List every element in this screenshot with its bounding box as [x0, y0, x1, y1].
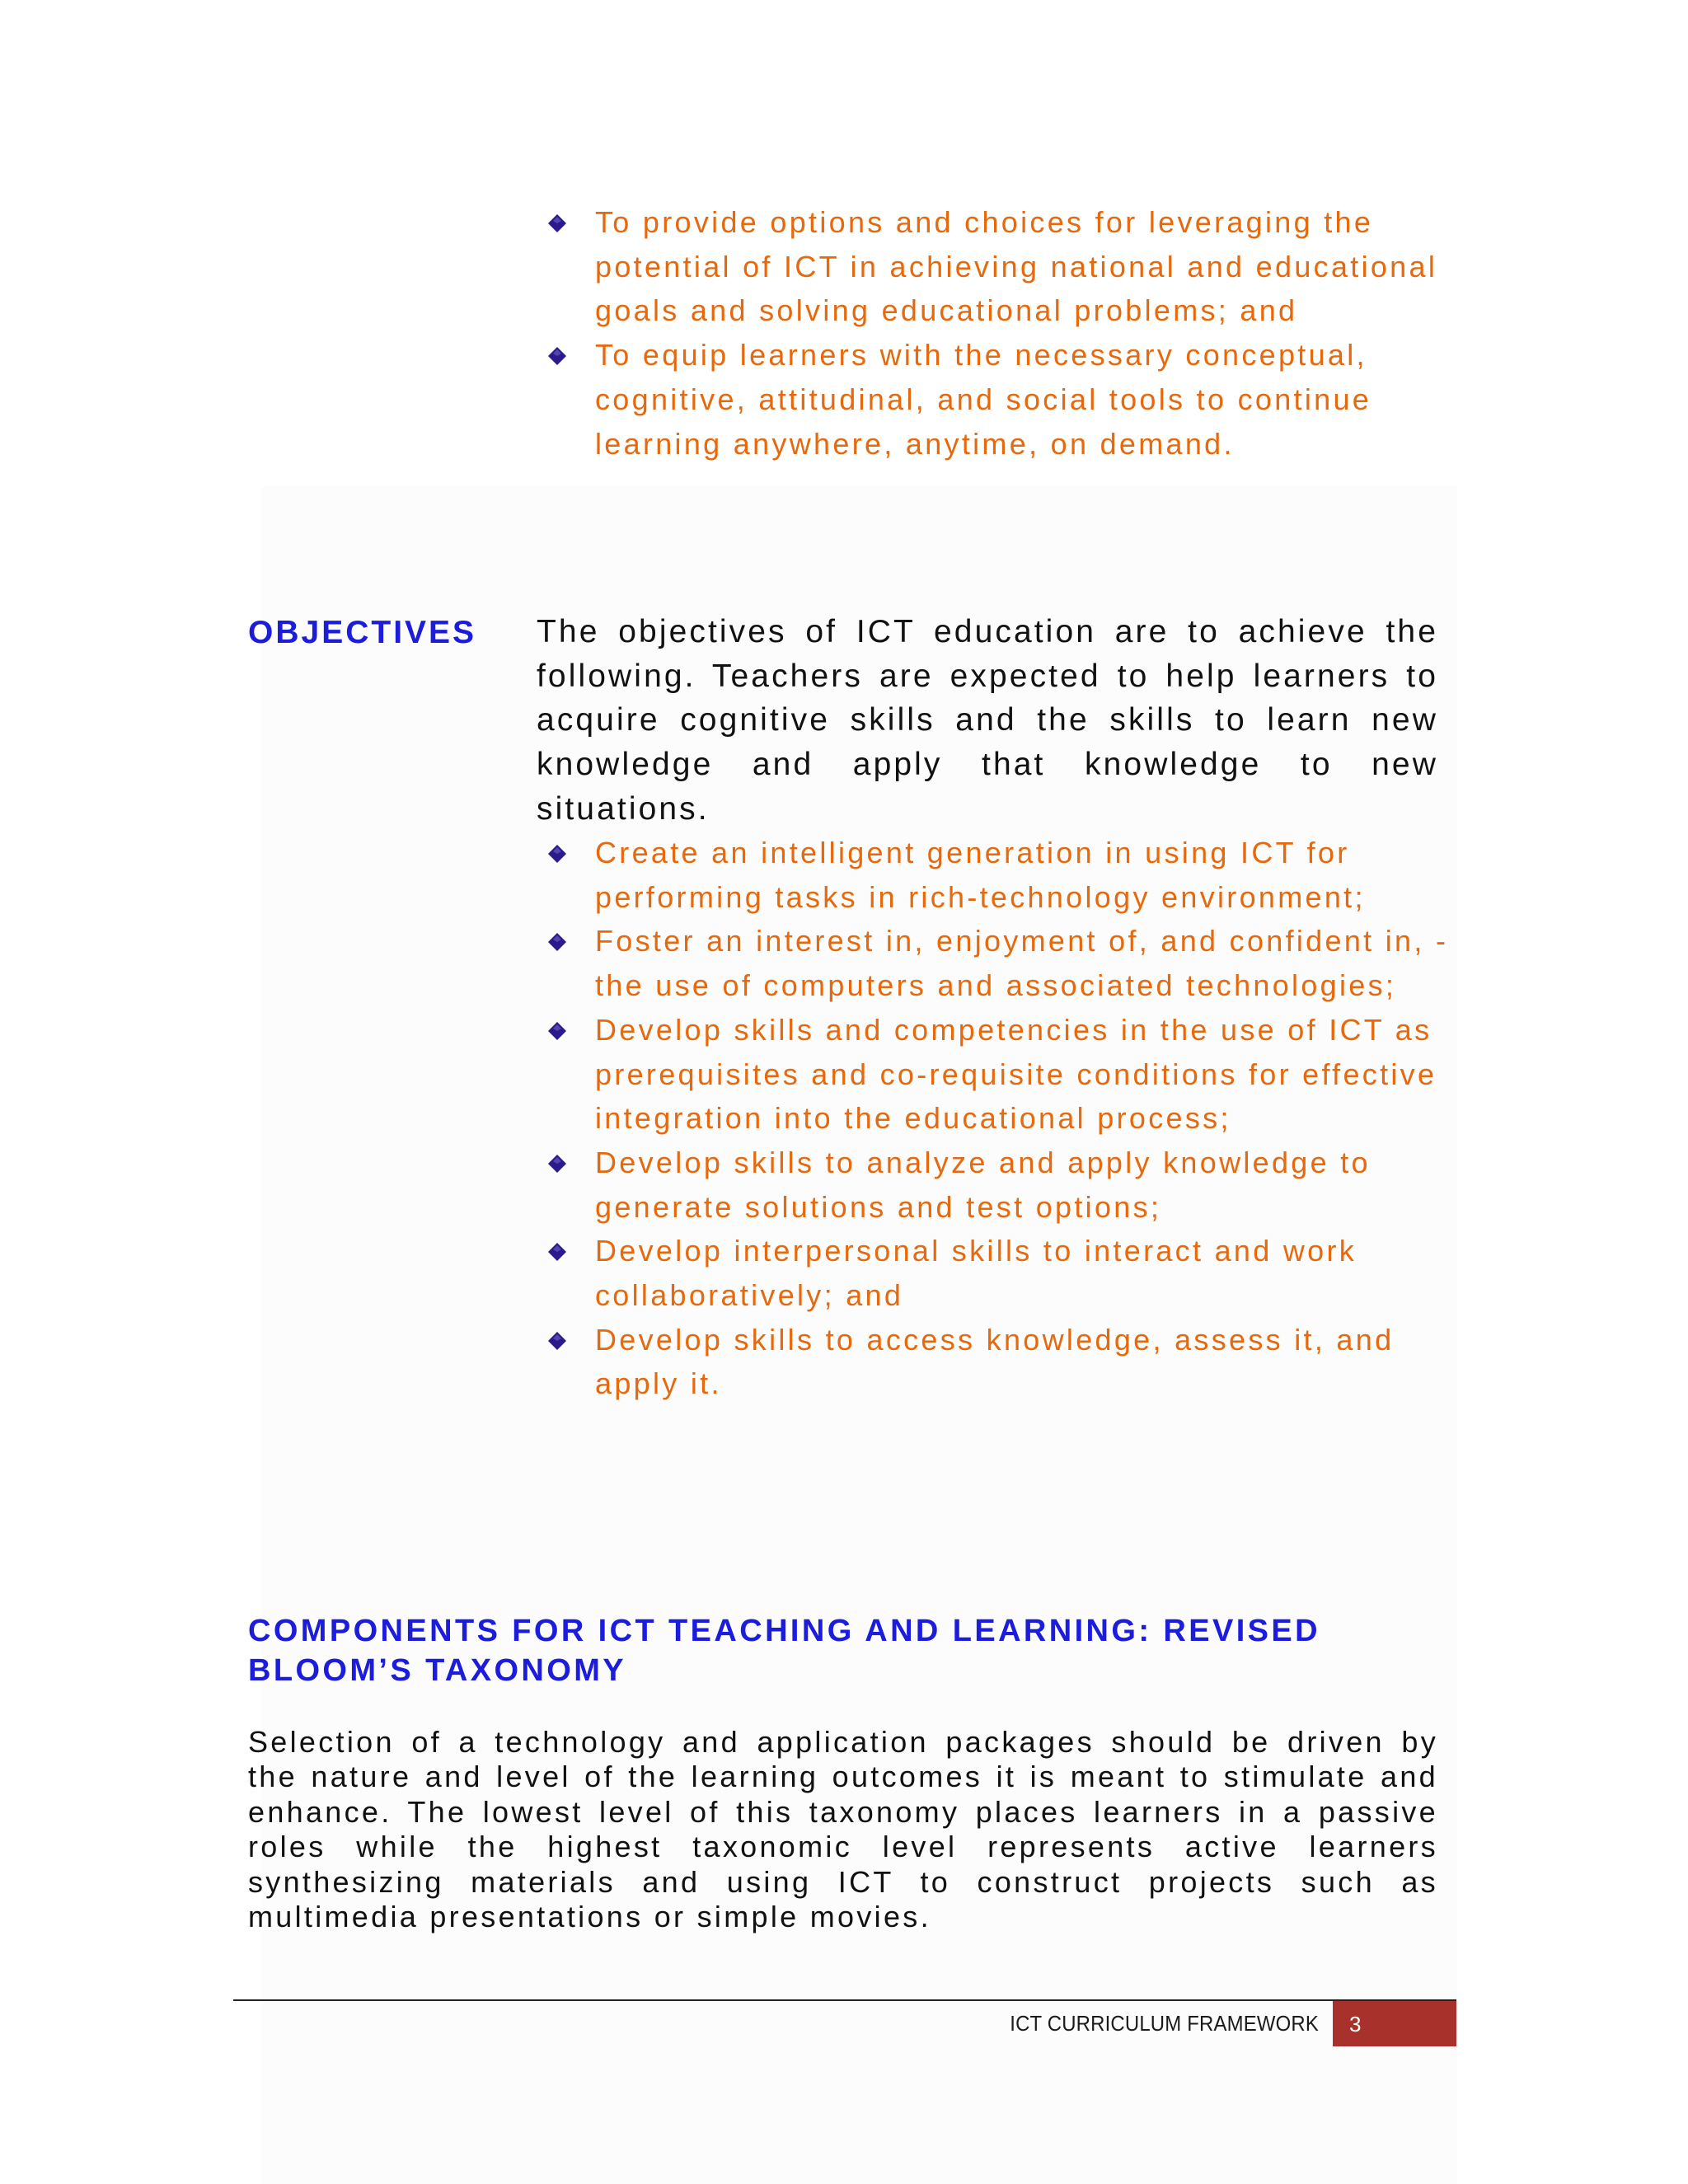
page-number-box — [1333, 2001, 1456, 2046]
footer-title: ICT CURRICULUM FRAMEWORK — [1010, 2011, 1319, 2036]
objectives-intro-paragraph: The objectives of ICT education are to achieve the following. Teachers are expected to help learners to acquire cognitive skills and the skills to learn new knowledge and apply that knowledge to new situations. — [537, 614, 1438, 827]
bullet-text: Develop skills to access knowledge, assess it, and apply it. — [595, 1322, 1395, 1401]
list-item — [544, 919, 1459, 1007]
bullet-text: Develop interpersonal skills to interact and work collaboratively; and — [595, 1234, 1357, 1313]
list-item — [544, 1318, 1459, 1406]
list-item — [544, 1229, 1459, 1317]
diamond-icon — [547, 932, 567, 952]
list-item — [544, 831, 1459, 919]
bullet-text: Develop skills and competencies in the use of ICT as prerequisites and co-requisite conditions for effective integration into the educational process; — [595, 1012, 1437, 1136]
diamond-icon — [547, 1154, 567, 1174]
list-item — [544, 333, 1459, 466]
diamond-icon — [547, 1331, 567, 1351]
diamond-icon — [547, 844, 567, 864]
components-paragraph: Selection of a technology and application packages should be driven by the nature and level of the learning outcomes it is meant to stimulate and enhance. The lowest level of this taxonomy places learners in a passive roles while the highest taxonomic level represents active learners synthesizing materials and using ICT to construct projects such as multimedia presentations or simple movies. — [248, 1725, 1438, 1934]
diamond-icon — [547, 1021, 567, 1041]
components-heading: COMPONENTS FOR ICT TEACHING AND LEARNING: REVISED BLOOM’S TAXONOMY — [248, 1614, 1320, 1688]
list-item — [544, 1141, 1459, 1229]
intro-bullet-list — [544, 200, 1459, 466]
footer-rule — [233, 1999, 1456, 2001]
bullet-text: Develop skills to analyze and apply knowledge to generate solutions and test options; — [595, 1145, 1371, 1224]
objectives-heading: OBJECTIVES — [248, 615, 477, 650]
bullet-text: Foster an interest in, enjoyment of, and confident in, - the use of computers and associated technologies; — [595, 924, 1449, 1003]
list-item — [544, 1008, 1459, 1141]
bullet-text: To equip learners with the necessary conceptual, cognitive, attitudinal, and social tools to continue learning anywhere, anytime, on demand. — [595, 338, 1372, 461]
bullet-text: Create an intelligent generation in using ICT for performing tasks in rich-technology environment; — [595, 836, 1366, 914]
page-number: 3 — [1349, 2012, 1362, 2036]
diamond-icon — [547, 1242, 567, 1262]
diamond-icon — [547, 346, 567, 366]
list-item — [544, 200, 1459, 333]
bullet-text: To provide options and choices for leveraging the potential of ICT in achieving national and educational goals and solving educational problems; and — [595, 205, 1438, 328]
diamond-icon — [547, 213, 567, 233]
objectives-bullet-list — [544, 831, 1459, 1406]
